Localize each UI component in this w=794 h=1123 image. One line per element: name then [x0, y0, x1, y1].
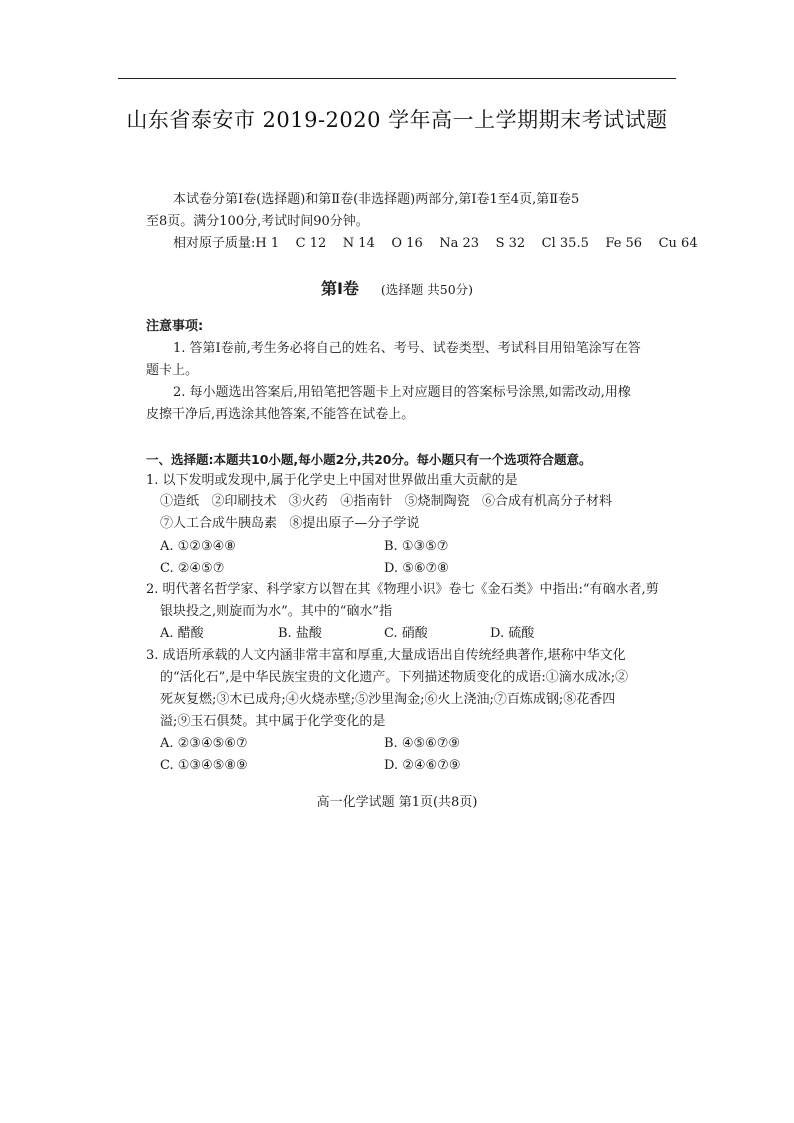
q3-option-a: A. ②③④⑤⑥⑦ [160, 736, 248, 751]
q1-items-line-2: ⑦人工合成牛胰岛素 ⑧提出原子—分子学说 [160, 516, 420, 531]
notice-heading: 注意事项: [146, 319, 204, 334]
top-rule [118, 78, 676, 79]
q3-stem-line-4: 溢;⑨玉石俱焚。其中属于化学变化的是 [160, 714, 386, 729]
q1-option-c: C. ②④⑤⑦ [160, 561, 225, 576]
q2-option-c: C. 硝酸 [384, 626, 428, 641]
q2-option-d: D. 硫酸 [490, 626, 535, 641]
part1-title: 第Ⅰ卷 [320, 279, 359, 298]
q3-stem-line-2: 的“活化石”,是中华民族宝贵的文化遗产。下列描述物质变化的成语:①滴水成冰;② [160, 670, 629, 685]
notice-item-1-line-2: 题卡上。 [146, 363, 199, 378]
q3-option-d: D. ②④⑥⑦⑨ [384, 758, 461, 773]
part1-subtitle: (选择题 共50分) [380, 282, 474, 297]
section-1-heading: 一、选择题:本题共10小题,每小题2分,共20分。每小题只有一个选项符合题意。 [146, 452, 592, 467]
q2-stem-line-1: 2. 明代著名哲学家、科学家方以智在其《物理小识》卷七《金石类》中指出:“有硇水者,剪 [146, 582, 659, 597]
notice-item-2-line-2: 皮擦干净后,再选涂其他答案,不能答在试卷上。 [146, 407, 415, 422]
q1-option-d: D. ⑤⑥⑦⑧ [384, 561, 449, 576]
notice-item-1-line-1: 1. 答第Ⅰ卷前,考生务必将自己的姓名、考号、试卷类型、考试科目用铅笔涂写在答 [173, 341, 641, 356]
q1-option-b: B. ①③⑤⑦ [384, 539, 449, 554]
page-title: 山东省泰安市 2019-2020 学年高一上学期期末考试试题 [126, 108, 668, 132]
part1-heading [0, 276, 794, 299]
q3-stem-line-1: 3. 成语所承载的人文内涵非常丰富和厚重,大量成语出自传统经典著作,堪称中华文化 [146, 648, 626, 663]
q1-items-line-1: ①造纸 ②印刷技术 ③火药 ④指南针 ⑤烧制陶瓷 ⑥合成有机高分子材料 [160, 494, 612, 509]
q3-option-c: C. ①③④⑤⑧⑨ [160, 758, 248, 773]
q2-option-b: B. 盐酸 [278, 626, 322, 641]
atomic-masses: 相对原子质量:H 1 C 12 N 14 O 16 Na 23 S 32 Cl 35.5 Fe 56 Cu 64 [173, 236, 698, 251]
intro-line-2: 至8页。满分100分,考试时间90分钟。 [146, 214, 369, 229]
q1-option-a: A. ①②③④⑧ [160, 539, 236, 554]
notice-item-2-line-1: 2. 每小题选出答案后,用铅笔把答题卡上对应题目的答案标号涂黑,如需改动,用橡 [173, 385, 631, 400]
q2-stem-line-2: 银块投之,则旋而为水”。其中的“硇水”指 [160, 604, 393, 619]
q1-stem: 1. 以下发明或发现中,属于化学史上中国对世界做出重大贡献的是 [146, 473, 518, 488]
q3-stem-line-3: 死灰复燃;③木已成舟;④火烧赤壁;⑤沙里淘金;⑥火上浇油;⑦百炼成钢;⑧花香四 [160, 692, 616, 707]
q3-option-b: B. ④⑤⑥⑦⑨ [384, 736, 461, 751]
intro-line-1: 本试卷分第Ⅰ卷(选择题)和第Ⅱ卷(非选择题)两部分,第Ⅰ卷1至4页,第Ⅱ卷5 [173, 192, 580, 207]
q2-option-a: A. 醋酸 [160, 626, 204, 641]
page-footer: 高一化学试题 第1页(共8页) [316, 795, 478, 810]
